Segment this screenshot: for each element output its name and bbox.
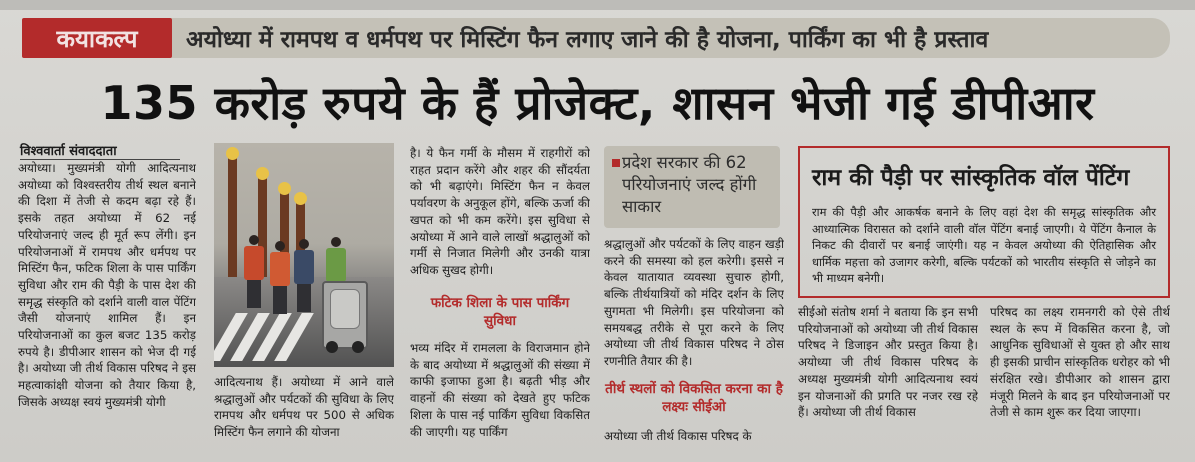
worker-figure (244, 235, 264, 308)
article-column-4-top: श्रद्धालुओं और पर्यटकों के लिए वाहन खड़ी करने की समस्या को हल करेगी। इससे न केवल यातायात व्यवस्था सुचारु होगी, बल्कि तीर्थयात्रियों को मंदिर दर्शन के लिए सुगमता भी मिलेगी। इस परियोजना को समयबद्ध तरीके से पूरा करने के लिए अयोध्या जी तीर्थ विकास परिषद ने ठोस रणनीति तैयार की है। (604, 237, 784, 368)
article-column-1: अयोध्या। मुख्यमंत्री योगी आदित्यनाथ अयोध्या को विश्वस्तरीय तीर्थ स्थल बनाने की दिशा में तेजी से कदम बढ़ा रहे हैं। इसके तहत अयोध्या में 62 नई परियोजनाएं जल्द ही मूर्त रूप लेंगी। इन परियोजनाओं में रामपथ और धर्मपथ पर मिस्टिंग फैन, फटिक शिला के पास पार्किंग सुविधा और राम की पैड़ी के पास देश की समृद्ध संस्कृति को दर्शाने वाली वाल पेंटिंग जैसी योजनाएं शामिल हैं। इन परियोजनाओं का कुल बजट 135 करोड़ रुपये है। डीपीआर शासन को भेज दी गई है। अयोध्या जी तीर्थ विकास परिषद ने इस महत्वाकांक्षी योजना को तैयार किया है, जिसके अध्यक्ष स्वयं मुख्यमंत्री योगी (18, 161, 196, 409)
article-column-3-top: है। ये फैन गर्मी के मौसम में राहगीरों को राहत प्रदान करेंगे और शहर की सौंदर्यता को भी बढ़ाएंगे। मिस्टिंग फैन न केवल पर्यावरण के अनुकूल होंगे, बल्कि ऊर्जा की खपत को भी कम करेंगे। इस सुविधा से अयोध्या में आने वाले लाखों श्रद्धालुओं को गर्मी से निजात मिलेगी और उनकी यात्रा अधिक सुखद होगी। (410, 146, 590, 277)
bullet-marker (612, 159, 620, 167)
article-column-5-right: परिषद का लक्ष्य रामनगरी को ऐसे तीर्थ स्थल के रूप में विकसित करना है, जो आधुनिक सुविधाओं से युक्त हो और साथ ही इसकी प्राचीन सांस्कृतिक धरोहर को भी संरक्षित रखे। डीपीआर को शासन द्वारा मंजूरी मिलने के बाद इन परियोजनाओं पर तेजी से काम शुरू कर दिया जाएगा। (990, 305, 1170, 420)
lamp-light (294, 192, 307, 205)
article-column-5-left: सीईओ संतोष शर्मा ने बताया कि इन सभी परियोजनाओं को अयोध्या जी तीर्थ विकास परिषद ने डिजाइन और प्रस्तुत किया है। अयोध्या जी तीर्थ विकास परिषद के अध्यक्ष मुख्यमंत्री योगी आदित्यनाथ स्वयं इन योजनाओं की प्रगति पर नजर रख रहे हैं। अयोध्या जी तीर्थ विकास (798, 305, 978, 420)
headline: 135 करोड़ रुपये के हैं प्रोजेक्ट, शासन भेजी गई डीपीआर (100, 76, 1095, 130)
lamp-light (226, 147, 239, 160)
lamp-light (278, 182, 291, 195)
article-column-4-bottom: अयोध्या जी तीर्थ विकास परिषद के (604, 429, 752, 443)
worker-figure (270, 241, 290, 314)
highlight-box (604, 146, 780, 228)
article-column-2: आदित्यनाथ हैं। अयोध्या में आने वाले श्रद्धालुओं और पर्यटकों की सुविधा के लिए रामपथ और धर्मपथ पर 500 से अधिक मिस्टिंग फैन लगाने की योजना (214, 375, 394, 440)
sidebar-box-title: राम की पैड़ी पर सांस्कृतिक वॉल पेंटिंग (812, 165, 1130, 191)
sidebar-box (798, 146, 1170, 298)
worker-figure (294, 239, 314, 312)
painting-machine (322, 281, 368, 349)
article-column-3-bottom: भव्य मंदिर में रामलला के विराजमान होने के बाद अयोध्या में श्रद्धालुओं की संख्या में काफी इजाफा हुआ है। बढ़ती भीड़ और वाहनों की संख्या को देखते हुए फटिक शिला के पास नई पार्किंग सुविधा विकसित की जाएगी। यह पार्किंग (410, 341, 590, 439)
top-border (0, 0, 1195, 10)
subheading-ceo: तीर्थ स्थलों को विकसित करना का है लक्ष्यः सीईओ (605, 381, 783, 415)
lamp-light (256, 167, 269, 180)
sidebar-box-body: राम की पैड़ी और आकर्षक बनाने के लिए वहां देश की समृद्ध सांस्कृतिक और आध्यात्मिक विरासत को दर्शाने वाली वॉल पेंटिंग बनाई जाएगी। ये पेंटिंग कैनाल के निकट की दीवारों पर बनाई जाएंगी। यह न केवल अयोध्या की ऐतिहासिक और धार्मिक महत्ता को उजागर करेगी, बल्कि पर्यटकों को भारतीय संस्कृति से जोड़ने का भी माध्यम बनेगी। (812, 205, 1156, 286)
byline: विश्ववार्ता संवाददाता (20, 141, 180, 160)
kicker-tag: कयाकल्प (22, 18, 172, 58)
highlight-text: प्रदेश सरकार की 62 परियोजनाएं जल्द होंगी साकार (622, 153, 757, 216)
subheading-parking: फटिक शिला के पास पार्किंग सुविधा (430, 295, 570, 329)
kicker-text: अयोध्या में रामपथ व धर्मपथ पर मिस्टिंग फैन लगाए जाने की है योजना, पार्किंग का भी है प्रस्ताव (186, 27, 989, 53)
article-photo (214, 143, 394, 367)
